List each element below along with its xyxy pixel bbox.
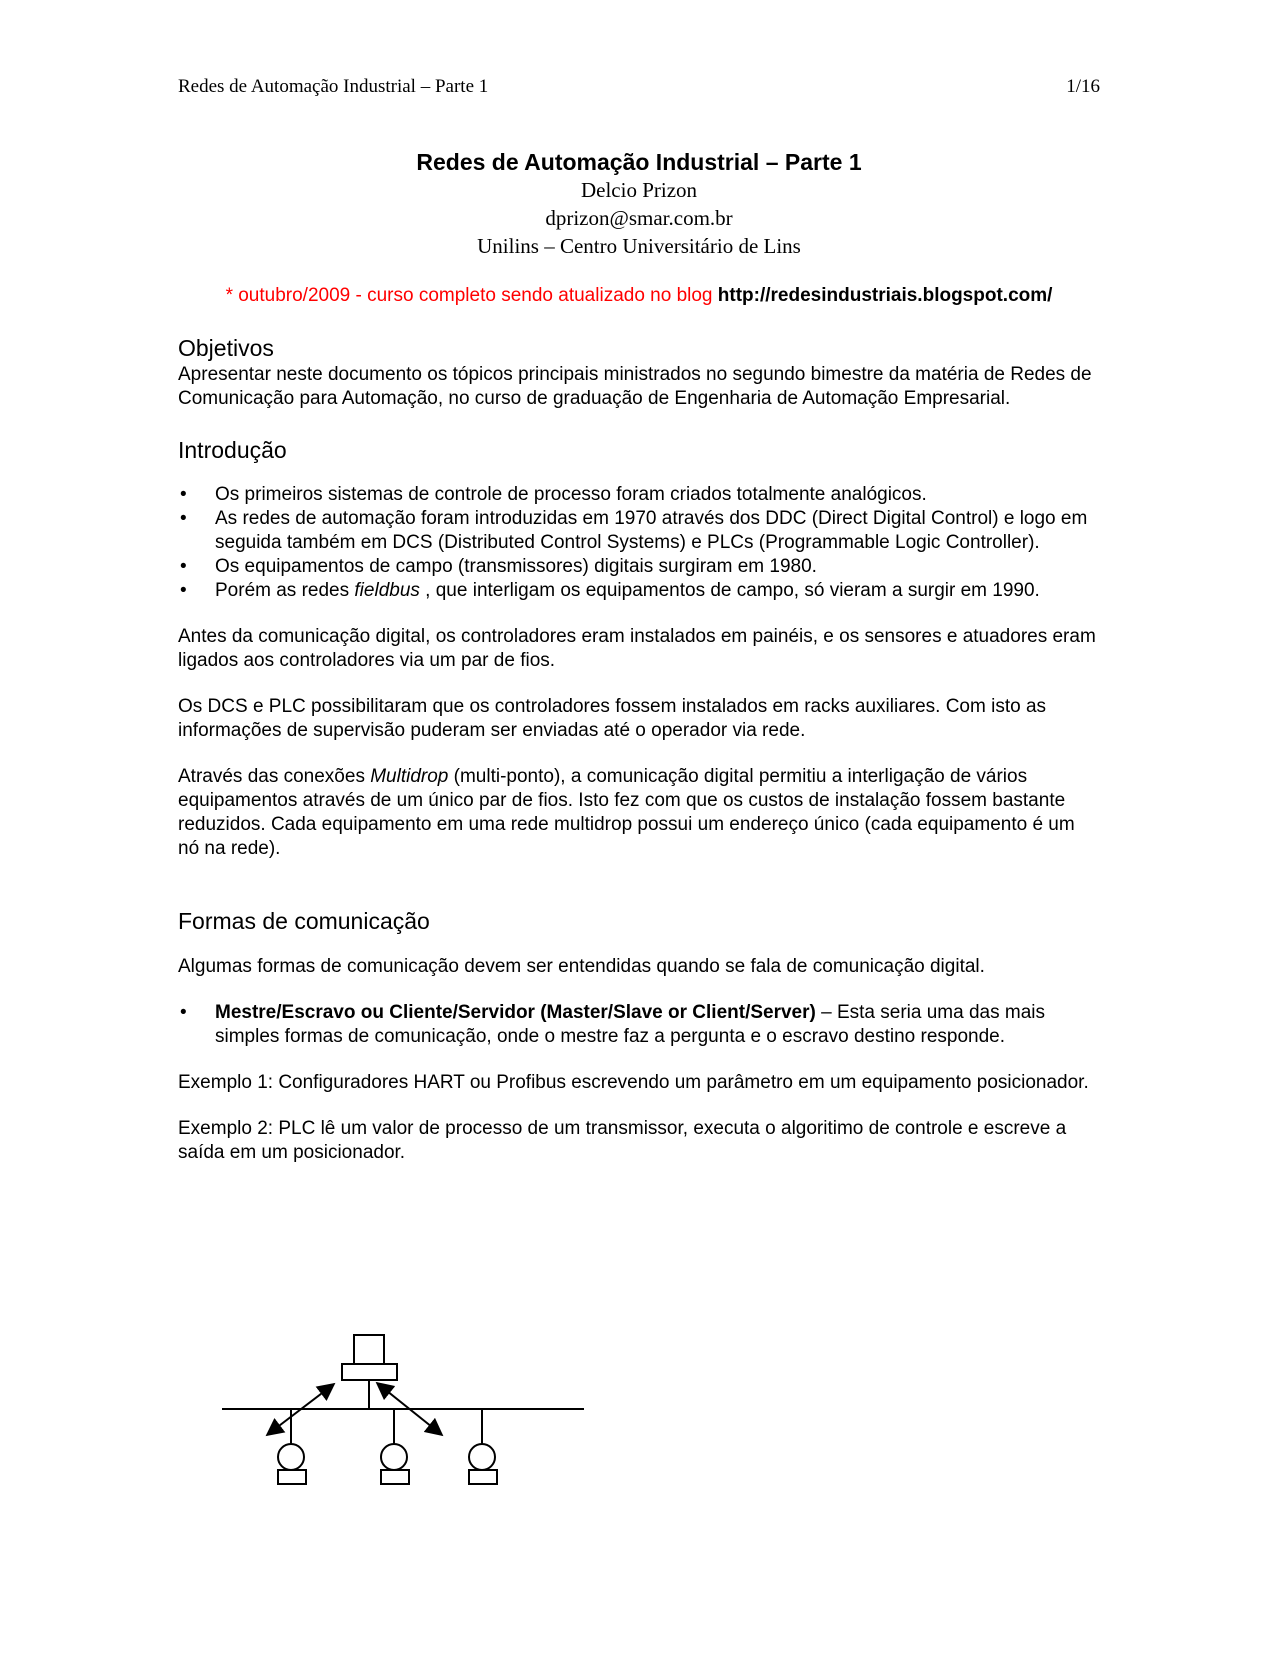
list-item [178, 483, 1100, 507]
introducao-paragraph-3 [178, 765, 1100, 861]
bullet-icon: • [180, 508, 187, 529]
list-item-text: As redes de automação foram introduzidas em 1970 através dos DDC (Direct Digital Control) e logo em seguida também em DCS (Distributed Control Systems) e PLCs (Programmable Logic Controller). [215, 508, 1088, 553]
slave-2-device-shape [381, 1444, 407, 1470]
list-item-text: – Esta seria uma das mais simples formas de comunicação, onde o mestre faz a pergunta e o escravo destino responde. [215, 1002, 1045, 1047]
formas-intro: Algumas formas de comunicação devem ser entendidas quando se fala de comunicação digital. [178, 956, 985, 977]
author-name: Delcio Prizon [580, 178, 698, 202]
running-header-title: Redes de Automação Industrial – Parte 1 [178, 76, 489, 97]
slave-1-base-shape [278, 1470, 306, 1484]
list-item-text: Os primeiros sistemas de controle de processo foram criados totalmente analógicos. [215, 484, 927, 505]
blog-link[interactable]: http://redesindustriais.blogspot.com/ [717, 285, 1053, 306]
master-base-shape [342, 1364, 397, 1380]
document-body [178, 333, 1100, 1165]
section-heading-formas: Formas de comunicação [178, 908, 430, 934]
master-slave-term: Mestre/Escravo ou Cliente/Servidor (Master/Slave or Client/Server) [215, 1002, 816, 1023]
introducao-bullet-list [178, 483, 1100, 603]
master-slave-diagram [222, 1333, 592, 1493]
slave-3-base-shape [469, 1470, 497, 1484]
exemplo-2: Exemplo 2: PLC lê um valor de processo de um transmissor, executa o algoritimo de controle e escreve a saída em um posicionador. [178, 1118, 1067, 1163]
slave-2-base-shape [381, 1470, 409, 1484]
formas-bullet-list [178, 1001, 1100, 1049]
list-item-text-before: Porém as redes [215, 580, 355, 601]
introducao-paragraph-1: Antes da comunicação digital, os controladores eram instalados em painéis, e os sensores e atuadores eram ligados aos controladores via um par de fios. [178, 626, 1096, 671]
objetivos-paragraph: Apresentar neste documento os tópicos principais ministrados no segundo bimestre da matéria de Redes de Comunicação para Automação, no curso de graduação de Engenharia de Automação Empresarial. [178, 364, 1092, 409]
list-item [178, 555, 1100, 579]
section-heading-introducao: Introdução [178, 437, 287, 463]
page-number: 1/16 [1066, 76, 1100, 97]
list-item-text-after: , que interligam os equipamentos de campo, só vieram a surgir em 1990. [419, 580, 1040, 601]
master-monitor-shape [354, 1335, 384, 1364]
multidrop-term: Multidrop [370, 766, 449, 787]
slave-1-device-shape [278, 1444, 304, 1470]
slave-3-device-shape [469, 1444, 495, 1470]
exemplo-1: Exemplo 1: Configuradores HART ou Profibus escrevendo um parâmetro em um equipamento posicionador. [178, 1072, 1089, 1093]
bullet-icon: • [180, 580, 187, 601]
paragraph-text-before: Através das conexões [178, 766, 371, 787]
paragraph-text-after: (multi-ponto), a comunicação digital permitiu a interligação de vários equipamentos através de um único par de fios. Isto fez com que os custos de instalação fossem bastante reduzidos. Cada equipamento em uma rede multidrop possui um endereço único (cada equipamento é um nó na rede). [178, 766, 1075, 859]
bullet-icon: • [180, 556, 187, 577]
introducao-paragraph-2: Os DCS e PLC possibilitaram que os controladores fossem instalados em racks auxiliares. Com isto as informações de supervisão puderam ser enviadas até o operador via rede. [178, 696, 1047, 741]
author-email: dprizon@smar.com.br [545, 206, 733, 230]
bullet-icon: • [180, 484, 187, 505]
notice-text: * outubro/2009 - curso completo sendo atualizado no blog [225, 285, 718, 306]
update-notice [178, 285, 1100, 307]
document-title: Redes de Automação Industrial – Parte 1 [416, 149, 862, 175]
list-item [178, 507, 1100, 555]
institution: Unilins – Centro Universitário de Lins [477, 234, 801, 258]
fieldbus-term: fieldbus [354, 580, 420, 601]
list-item [178, 1001, 1100, 1049]
title-block [178, 148, 1100, 260]
list-item [178, 579, 1100, 603]
section-heading-objetivos: Objetivos [178, 335, 274, 361]
bullet-icon: • [180, 1002, 187, 1023]
list-item-text: Os equipamentos de campo (transmissores) digitais surgiram em 1980. [215, 556, 817, 577]
